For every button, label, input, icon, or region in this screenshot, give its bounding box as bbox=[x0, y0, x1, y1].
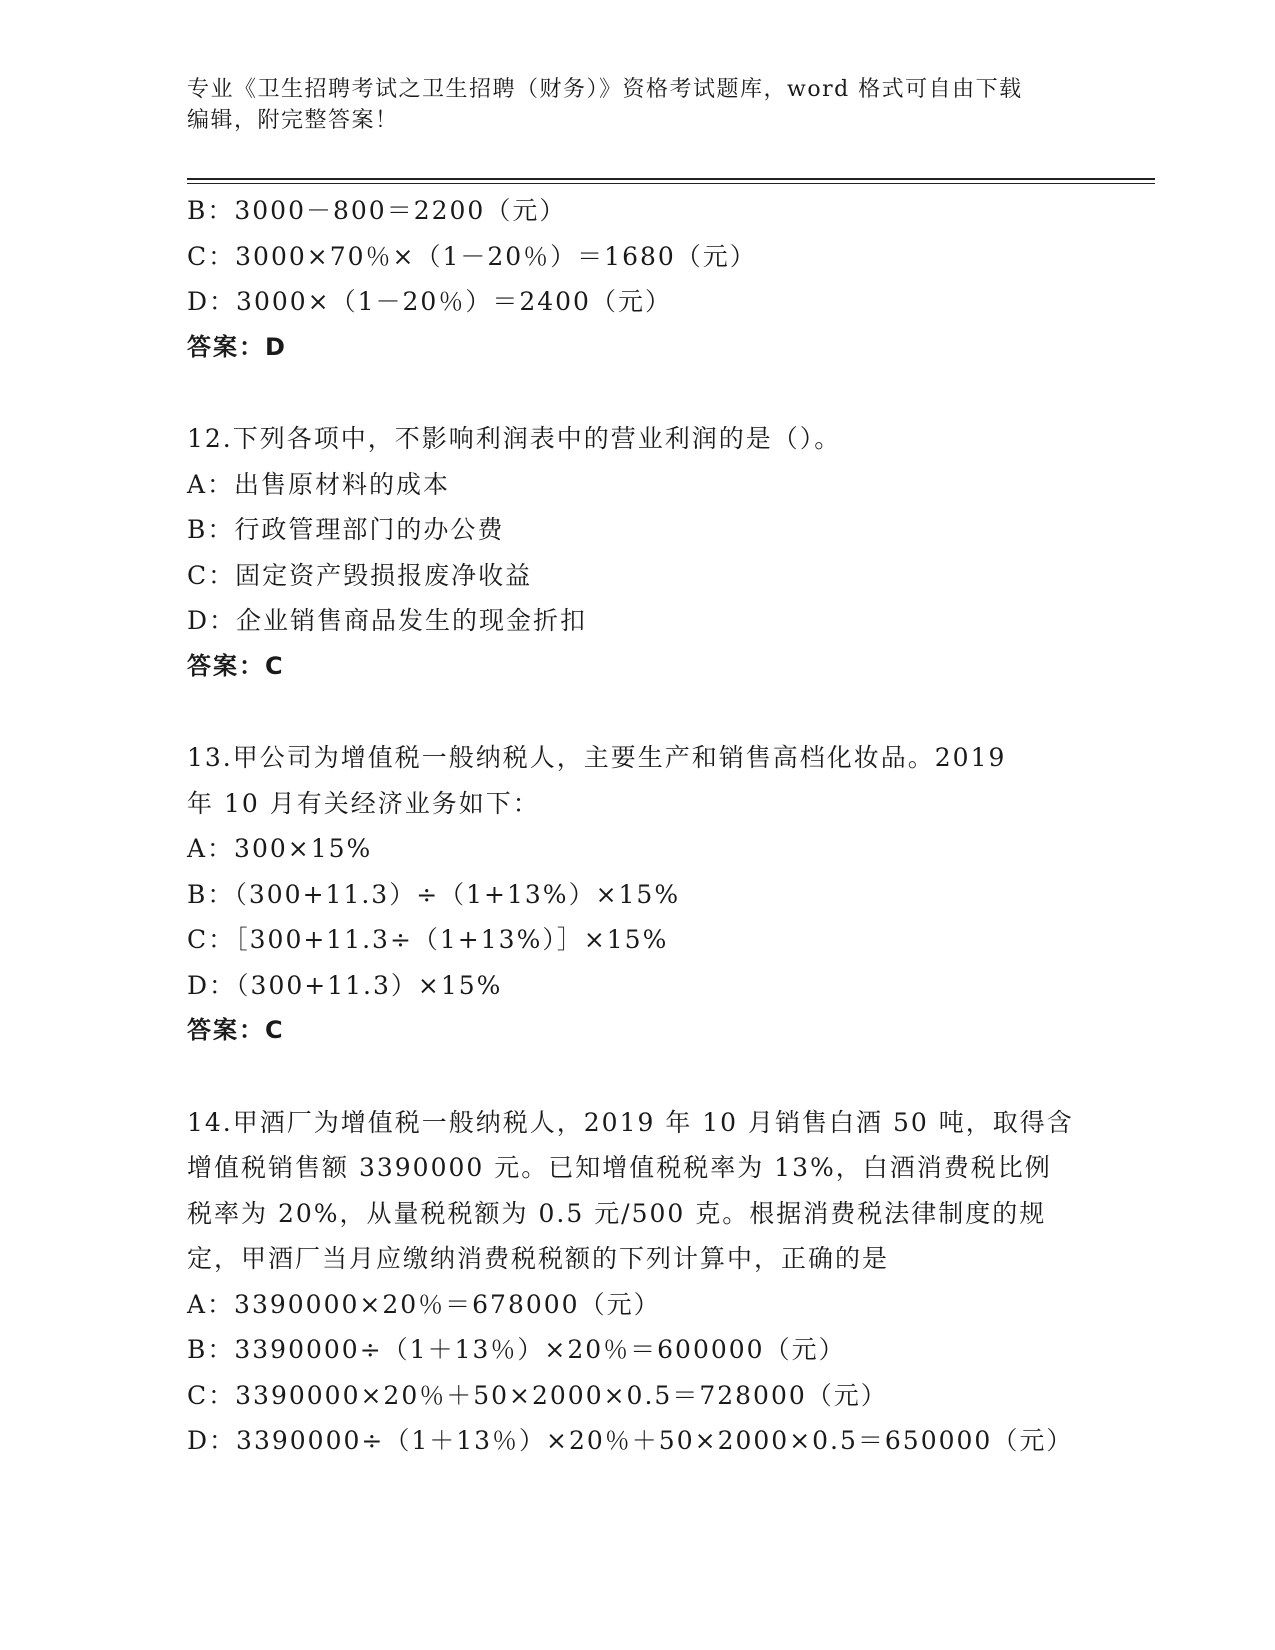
spacer bbox=[187, 370, 1087, 416]
q13-stem-line-2: 年 10 月有关经济业务如下： bbox=[187, 788, 540, 818]
q11-answer: 答案：D bbox=[187, 332, 287, 361]
q14-stem-line-2: 增值税销售额 3390000 元。已知增值税税率为 13%，白酒消费税比例 bbox=[187, 1153, 1052, 1182]
q12-answer: 答案：C bbox=[187, 651, 285, 680]
q12-option-d: D：企业销售商品发生的现金折扣 bbox=[187, 606, 588, 635]
q14-stem-line-4: 定，甲酒厂当月应缴纳消费税税额的下列计算中，正确的是 bbox=[187, 1244, 890, 1273]
q14-option-a: A：3390000×20％＝678000（元） bbox=[187, 1289, 661, 1319]
q13-option-a: A：300×15% bbox=[187, 834, 373, 863]
spacer bbox=[187, 689, 1087, 735]
q13-stem-line-1: 13.甲公司为增值税一般纳税人，主要生产和销售高档化妆品。2019 bbox=[187, 743, 1007, 772]
header-line-2: 编辑，附完整答案！ bbox=[187, 108, 399, 133]
q11-option-d: D：3000×（1－20％）＝2400（元） bbox=[187, 287, 672, 316]
q13-answer: 答案：C bbox=[187, 1016, 285, 1044]
q11-option-b: B：3000－800＝2200（元） bbox=[187, 196, 567, 225]
q12-option-b: B：行政管理部门的办公费 bbox=[187, 515, 505, 544]
question-content bbox=[187, 188, 1087, 1464]
q12-option-c: C：固定资产毁损报废净收益 bbox=[187, 560, 533, 590]
q14-stem-line-3: 税率为 20%，从量税税额为 0.5 元/500 克。根据消费税法律制度的规 bbox=[187, 1198, 1047, 1228]
q13-option-c: C：［300+11.3÷（1+13%）］×15% bbox=[187, 925, 669, 954]
q12-stem: 12.下列各项中，不影响利润表中的营业利润的是（）。 bbox=[187, 424, 842, 453]
header-rule-thick bbox=[187, 178, 1155, 180]
q14-option-b: B：3390000÷（1＋13％）×20％＝600000（元） bbox=[187, 1335, 846, 1364]
q13-option-b: B：（300+11.3）÷（1+13%）×15% bbox=[187, 879, 681, 909]
q14-option-c: C：3390000×20％＋50×2000×0.5＝728000（元） bbox=[187, 1380, 888, 1410]
question-13 bbox=[187, 735, 1087, 1054]
q12-option-a: A：出售原材料的成本 bbox=[187, 469, 451, 499]
q11-option-c: C：3000×70％×（1－20％）＝1680（元） bbox=[187, 241, 757, 271]
q13-option-d: D：（300+11.3）×15% bbox=[187, 970, 503, 1000]
spacer bbox=[187, 1054, 1087, 1100]
header-rule-thin bbox=[187, 183, 1155, 184]
page-header bbox=[187, 74, 1087, 136]
q14-option-d: D：3390000÷（1＋13％）×20％＋50×2000×0.5＝650000（元） bbox=[187, 1426, 1074, 1455]
header-line-1: 专业《卫生招聘考试之卫生招聘（财务）》资格考试题库，word 格式可自由下载 bbox=[187, 77, 1023, 102]
question-11-tail bbox=[187, 188, 1087, 370]
q14-stem-line-1: 14.甲酒厂为增值税一般纳税人，2019 年 10 月销售白酒 50 吨，取得含 bbox=[187, 1107, 1074, 1137]
question-12 bbox=[187, 416, 1087, 689]
question-14 bbox=[187, 1100, 1087, 1464]
